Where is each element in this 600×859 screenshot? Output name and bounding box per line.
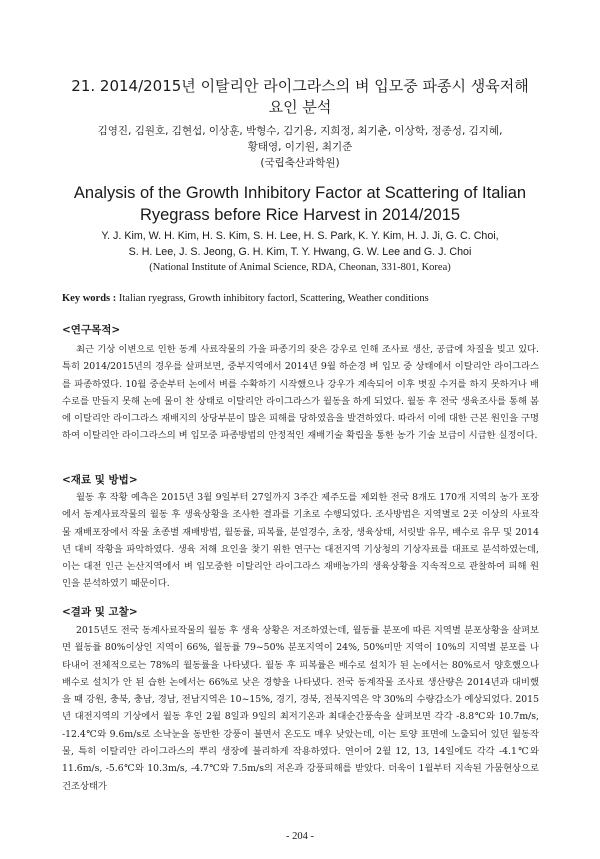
korean-authors bbox=[40, 123, 560, 171]
english-title bbox=[30, 182, 570, 226]
results-body: 2015년도 전국 동계사료작물의 월동 후 생육 상황은 저조하였는데, 월동률 분포에 따른 지역별 분포상황을 살펴보면 월동률 80%이상인 지역이 66%, 월동률 79~50% 분포지역이 24%, 50%미만 지역이 10%의 지역별 분포를 나타내어 전체적으로는 78%의 월동률을 나타냈다. 월동 후 피복률은 배수로 설치가 된 논에서는 80%로서 양호했으나 배수로 설치가 안 된 습한 논에서는 66%로 낮은 경향을 나타냈다. 전국 동계작물 조사료 생산량은 2014년과 대비했을 때 강원, 충북, 충남, 경남, 전남지역은 10~15%, 경기, 경북, 전북지역은 약 30%의 수량감소가 예상되었다. 2015년 대전지역의 기상에서 월동 후인 2월 8일과 9일의 최저기온과 최대순간풍속을 살펴보면 각각 -8.8℃와 10.7m/s, -12.4℃와 9.6m/s로 소낙눈을 동반한 강풍이 불면서 온도도 매우 낮았는데, 이는 토양 표면에 노출되어 있던 월동작물, 특히 이탈리안 라이그라스의 뿌리 생장에 불리하게 작용하였다. 연이어 2월 12, 13, 14일에도 각각 -4.1℃와 11.6m/s, -5.6℃와 10.3m/s, -4.7℃와 7.5m/s의 저온과 강풍피해를 받았다. 더욱이 1월부터 지속된 가뭄현상으로 건조상태가 bbox=[62, 625, 539, 792]
korean-title-line: 요인 분석 bbox=[268, 98, 332, 116]
english-authors-line: Y. J. Kim, W. H. Kim, H. S. Kim, S. H. Lee, H. S. Park, K. Y. Kim, H. J. Ji, G. C. Choi, bbox=[101, 230, 499, 242]
korean-title bbox=[40, 76, 560, 118]
korean-title-line: 21. 2014/2015년 이탈리안 라이그라스의 벼 입모중 파종시 생육저해 bbox=[71, 77, 529, 95]
methods-body: 월동 후 작황 예측은 2015년 3월 9일부터 27일까지 3주간 제주도를 제외한 전국 8개도 170개 지역의 농가 포장에서 동계사료작물의 월동 후 생육상황을 조사한 결과를 기초로 수행되었다. 조사방법은 지역별로 2곳 이상의 사료작물 재배포장에서 작물 초종별 재배방법, 월동률, 피복률, 분얼경수, 초장, 생육상태, 서릿발 유무, 배수로 유무 및 2014년 대비 작황을 파악하였다. 생육 저해 요인을 찾기 위한 연구는 대전지역 기상청의 기상자료를 대표로 분석하였는데, 이는 대전 인근 논산지역에서 벼 입모중한 이탈리안 라이그라스 재배농가의 생육상황을 지속적으로 관찰하여 피해 원인을 분석하였기 때문이다. bbox=[62, 492, 539, 590]
english-authors-line: S. H. Lee, J. S. Jeong, G. H. Kim, T. Y. Hwang, G. W. Lee and G. J. Choi bbox=[128, 246, 472, 258]
english-title-line: Analysis of the Growth Inhibitory Factor at Scattering of Italian bbox=[73, 184, 527, 202]
english-title-line: Ryegrass before Rice Harvest in 2014/2015 bbox=[139, 206, 461, 224]
korean-authors-line: 황태영, 이기원, 최기준 bbox=[247, 141, 353, 153]
methods-heading: <재료 및 방법> bbox=[62, 474, 138, 486]
korean-affiliation: (국립축산과학원) bbox=[260, 157, 340, 169]
keywords bbox=[62, 292, 562, 306]
page-number: - 204 - bbox=[286, 831, 314, 842]
english-affiliation: (National Institute of Animal Science, RDA, Cheonan, 331-801, Korea) bbox=[149, 262, 451, 273]
keywords-label: Key words : bbox=[62, 293, 117, 304]
korean-authors-line: 김영진, 김원호, 김현섭, 이상훈, 박형수, 김기용, 지희정, 최기춘, 이상학, 정종성, 김지혜, bbox=[97, 125, 503, 137]
keywords-text: Italian ryegrass, Growth inhibitory factorl, Scattering, Weather conditions bbox=[118, 293, 429, 304]
english-authors bbox=[30, 228, 570, 260]
purpose-body: 최근 기상 이변으로 인한 동계 사료작물의 가을 파종기의 잦은 강우로 인해 조사료 생산, 공급에 차질을 빚고 있다. 특히 2014/2015년의 경우를 살펴보면, 중부지역에서 2014년 9월 하순경 벼 입모 중 상태에서 이탈리안 라이그라스를 파종하였다. 10월 중순부터 논에서 벼를 수확하기 시작했으나 강우가 계속되어 이후 볏짚 수거를 하지 못하거나 배수로를 만들지 못해 논에 물이 찬 상태로 이탈리안 라이그라스가 월동을 하게 되었다. 월동 후 전국 생육조사를 통해 봄에 이탈리안 라이그라스 재배지의 상당부분이 많은 피해를 당하였음을 발견하였다. 따라서 이에 대한 근본 원인을 구명하여 이탈리안 라이그라스의 벼 입모중 파종방법의 안정적인 재배기술 확립을 통한 농가 기술 보급이 시급한 실정이다. bbox=[62, 344, 539, 442]
purpose-heading: <연구목적> bbox=[62, 324, 121, 336]
results-heading: <결과 및 고찰> bbox=[62, 606, 138, 618]
